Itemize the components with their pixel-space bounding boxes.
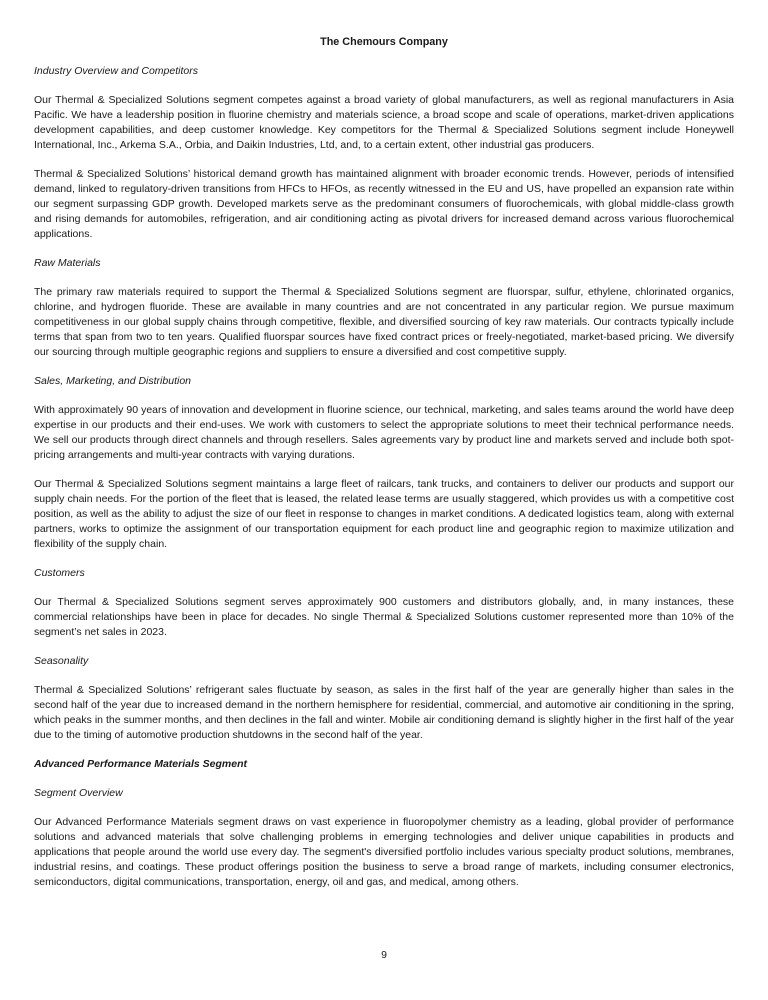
document-title: The Chemours Company bbox=[320, 36, 448, 48]
section-heading-customers: Customers bbox=[34, 567, 85, 579]
paragraph-sales-marketing-2: Our Thermal & Specialized Solutions segment maintains a large fleet of railcars, tank trucks, and containers to deliver our products and support our supply chain needs. For the portion of the fleet that is leased, the related lease terms are usually staggered, which provides us with a competitive cost position, as well as the ability to adjust the size of our fleet in response to changes in market conditions. A dedicated logistics team, along with external partners, works to optimize the assignment of our transportation equipment for each product line and geographic region to maximize utilization and flexibility of the supply chain. bbox=[34, 478, 734, 550]
paragraph-seasonality: Thermal & Specialized Solutions’ refrigerant sales fluctuate by season, as sales in the first half of the year are generally higher than sales in the second half of the year due to increased demand in the northern hemisphere for residential, commercial, and automotive air conditioning in the spring, which peaks in the summer months, and then declines in the fall and winter. Mobile air conditioning demand is slightly higher in the first half of the year due to the timing of automotive production shutdowns in the second half of the year. bbox=[34, 684, 734, 741]
section-heading-segment-overview: Segment Overview bbox=[34, 787, 123, 799]
section-heading-industry-overview-and-competitors: Industry Overview and Competitors bbox=[34, 65, 198, 77]
document-content bbox=[34, 64, 734, 890]
section-heading-raw-materials: Raw Materials bbox=[34, 257, 101, 269]
paragraph-competitors-2: Thermal & Specialized Solutions’ historical demand growth has maintained alignment with broader economic trends. However, periods of intensified demand, linked to regulatory-driven transitions from HFCs to HFOs, as recently witnessed in the EU and US, have propelled an expansion rate within our segment surpassing GDP growth. Developed markets serve as the predominant consumers of fluorochemicals, with global middle-class growth and rising demands for automobiles, refrigeration, and air conditioning acting as pivotal drivers for increased demand across various fluorochemical applications. bbox=[34, 168, 734, 240]
paragraph-raw-materials: The primary raw materials required to support the Thermal & Specialized Solutions segment are fluorspar, sulfur, ethylene, chlorinated organics, chlorine, and hydrogen fluoride. These are available in many countries and are not concentrated in any particular region. We pursue maximum competitiveness in our global supply chains through competitive, flexible, and diversified sourcing of key raw materials. Our contracts typically include terms that span from two to ten years. Qualified fluorspar sources have fixed contract prices or freely-negotiated, market-based pricing. We diversify our sourcing through multiple geographic regions and suppliers to ensure a diversified and cost competitive supply. bbox=[34, 286, 734, 358]
paragraph-sales-marketing-1: With approximately 90 years of innovation and development in fluorine science, our technical, marketing, and sales teams around the world have deep expertise in our products and their end-uses. We work with customers to select the appropriate solutions to meet their technical performance needs. We sell our products through direct channels and through resellers. Sales agreements vary by product line and markets served and include both spot-pricing arrangements and multi-year contracts with varying durations. bbox=[34, 404, 734, 461]
section-heading-advanced-performance-materials-segment: Advanced Performance Materials Segment bbox=[34, 758, 247, 770]
section-heading-sales-marketing-distribution: Sales, Marketing, and Distribution bbox=[34, 375, 191, 387]
paragraph-competitors-1: Our Thermal & Specialized Solutions segment competes against a broad variety of global manufacturers, as well as regional manufacturers in Asia Pacific. We have a leadership position in fluorine chemistry and materials science, a broad scope and scale of operations, market-driven applications development capabilities, and deep customer knowledge. Key competitors for the Thermal & Specialized Solutions segment include Honeywell International, Inc., Arkema S.A., Orbia, and Daikin Industries, Ltd, and, to a certain extent, other industrial gas producers. bbox=[34, 94, 734, 151]
paragraph-segment-overview: Our Advanced Performance Materials segment draws on vast experience in fluoropolymer chemistry as a leading, global provider of performance solutions and advanced materials that solve challenging problems in emerging technologies and deliver unique capabilities in products and applications that people around the world use every day. The segment's diversified portfolio includes various specialty product solutions, membranes, industrial resins, and coatings. These product offerings position the business to serve a broad range of markets, including consumer electronics, semiconductors, digital communications, transportation, energy, oil and gas, and medical, among others. bbox=[34, 816, 734, 888]
paragraph-customers: Our Thermal & Specialized Solutions segment serves approximately 900 customers and distributors globally, and, in many instances, these commercial relationships have been in place for decades. No single Thermal & Specialized Solutions customer represented more than 10% of the segment’s net sales in 2023. bbox=[34, 596, 734, 638]
section-heading-seasonality: Seasonality bbox=[34, 655, 89, 667]
page-number: 9 bbox=[381, 949, 387, 961]
